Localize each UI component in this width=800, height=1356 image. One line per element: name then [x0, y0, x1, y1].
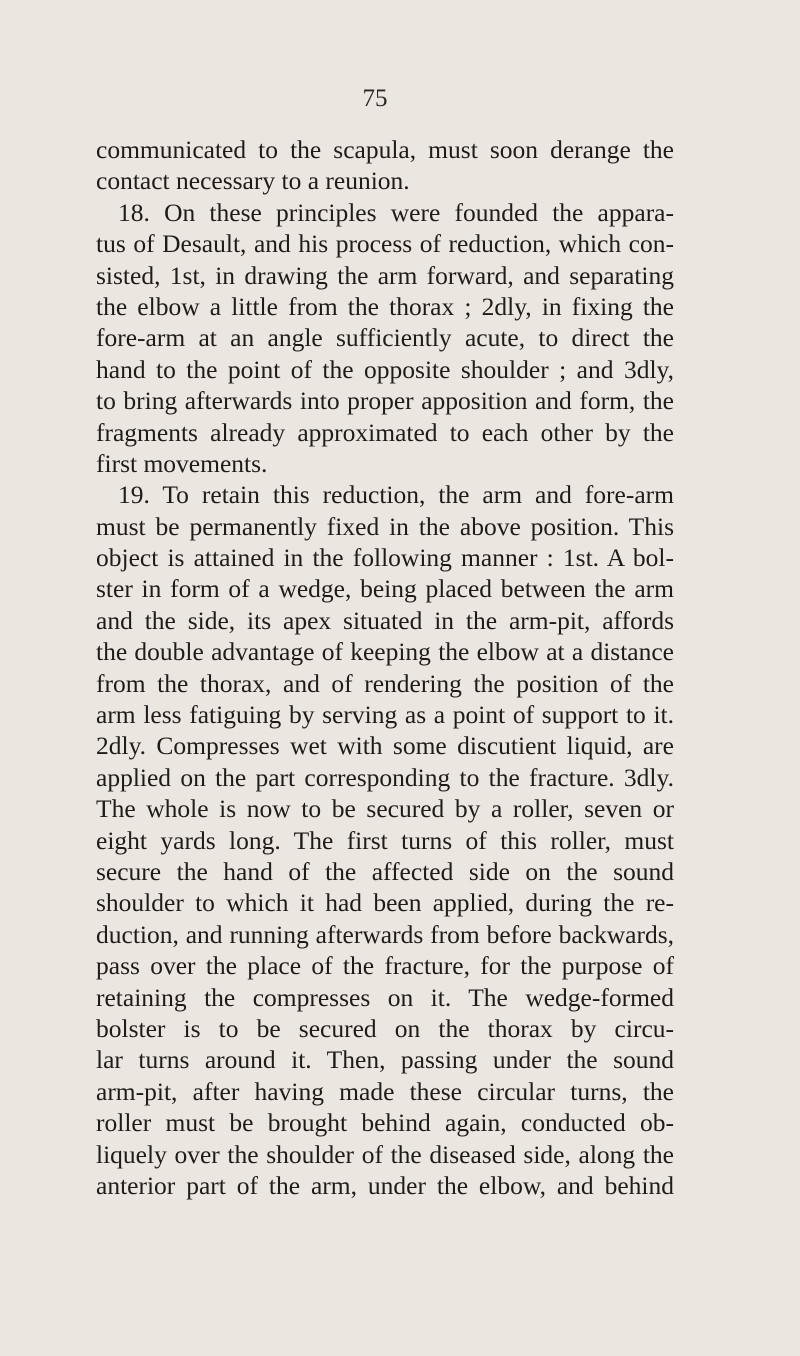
text-line: hand to the point of the opposite shoulder ; and 3dly, — [96, 354, 674, 384]
text-line: liquely over the shoulder of the diseased side, along the — [96, 1139, 674, 1169]
text-line: fragments already approximated to each other by the — [96, 417, 674, 447]
text-line: arm-pit, after having made these circular turns, the — [96, 1076, 674, 1106]
text-line: communicated to the scapula, must soon derange the — [96, 135, 674, 164]
text-line: first movements. — [96, 448, 268, 478]
text-line: fore-arm at an angle sufficiently acute, to direct the — [96, 323, 674, 353]
text-line: 2dly. Compresses wet with some discutient liquid, are — [96, 731, 674, 761]
text-line: pass over the place of the fracture, for the purpose of — [96, 951, 674, 981]
text-line: retaining the compresses on it. The wedge-formed — [96, 982, 674, 1012]
text-line: arm less fatiguing by serving as a point of support to it. — [96, 700, 674, 730]
text-line: from the thorax, and of rendering the position of the — [96, 668, 674, 698]
text-line: lar turns around it. Then, passing under the sound — [96, 1045, 674, 1075]
text-line: applied on the part corresponding to the fracture. 3dly. — [96, 762, 674, 792]
text-line: and the side, its apex situated in the arm-pit, affords — [96, 605, 674, 635]
text-line: anterior part of the arm, under the elbow, and behind — [96, 1170, 674, 1200]
text-line: 19. To retain this reduction, the arm and fore-arm — [118, 480, 674, 510]
text-line: contact necessary to a reunion. — [96, 166, 410, 196]
text-line: to bring afterwards into proper apposition and form, the — [96, 386, 674, 416]
text-line: 18. On these principles were founded the appara- — [118, 197, 674, 227]
text-line: the elbow a little from the thorax ; 2dly, in fixing the — [96, 291, 674, 321]
text-line: must be permanently fixed in the above position. This — [96, 511, 674, 541]
text-line: The whole is now to be secured by a roller, seven or — [96, 794, 674, 824]
text-line: bolster is to be secured on the thorax by circu- — [96, 1013, 674, 1043]
text-line: secure the hand of the affected side on the sound — [96, 856, 674, 886]
body-text — [96, 134, 674, 1201]
page-number: 75 — [362, 85, 388, 112]
text-line: the double advantage of keeping the elbow at a distance — [96, 637, 674, 667]
text-line: object is attained in the following manner : 1st. A bol- — [96, 543, 674, 573]
text-line: ster in form of a wedge, being placed between the arm — [96, 574, 674, 604]
text-line: roller must be brought behind again, conducted ob- — [96, 1108, 674, 1138]
text-line: tus of Desault, and his process of reduction, which con- — [96, 229, 674, 259]
text-line: eight yards long. The first turns of this roller, must — [96, 825, 674, 855]
text-line: duction, and running afterwards from before backwards, — [96, 919, 674, 949]
text-line: shoulder to which it had been applied, during the re- — [96, 888, 674, 918]
text-line: sisted, 1st, in drawing the arm forward, and separating — [96, 260, 674, 290]
